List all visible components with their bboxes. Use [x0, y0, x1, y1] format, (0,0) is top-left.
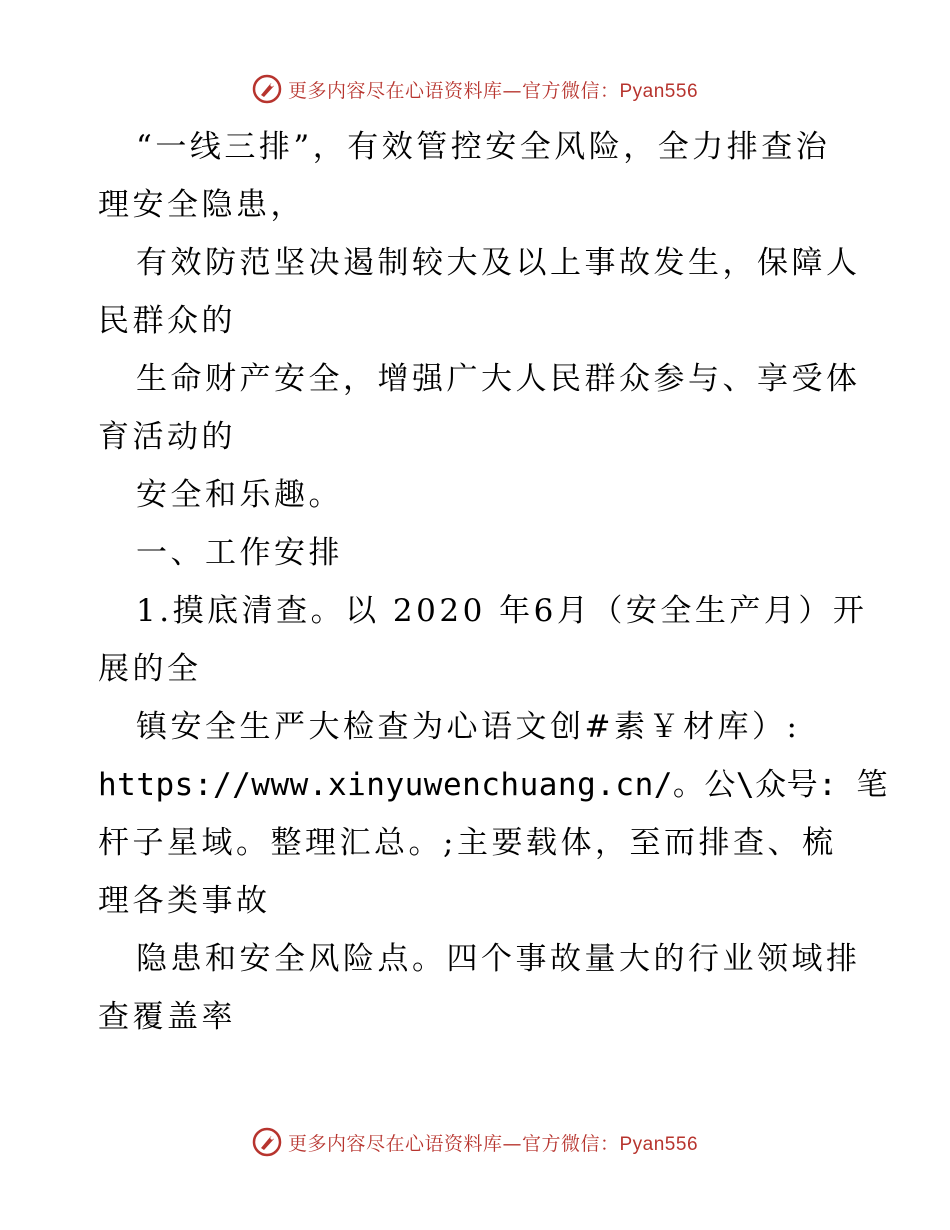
watermark-separator: —: [502, 79, 522, 102]
body-line: 查覆盖率: [98, 999, 236, 1035]
body-line: 隐患和安全风险点。四个事故量大的行业领域排: [136, 941, 861, 977]
body-line: 理安全隐患，: [98, 187, 305, 223]
watermark-label: 官方微信：: [521, 79, 620, 102]
document-body: [98, 118, 888, 1046]
watermark-brand: 更多内容尽在心语资料库: [287, 1132, 503, 1155]
watermark-label: 官方微信：: [521, 1132, 620, 1155]
body-line: 镇安全生严大检查为心语文创#素￥材库）:: [136, 709, 801, 745]
pen-nib-logo-icon: [252, 74, 282, 104]
body-line: 理各类事故: [98, 883, 271, 919]
body-line: “一线三排”，有效管控安全风险，全力排查治: [136, 129, 831, 165]
body-line: 民群众的: [98, 303, 236, 339]
body-line: 有效防范坚决遏制较大及以上事故发生，保障人: [136, 245, 861, 281]
watermark-account: Pyan556: [619, 1133, 699, 1155]
body-line: 安全和乐趣。: [136, 477, 343, 513]
body-line: 展的全: [98, 651, 202, 687]
watermark-separator: —: [502, 1132, 522, 1155]
watermark-account: Pyan556: [619, 80, 699, 102]
section-heading: 一、工作安排: [136, 535, 343, 571]
url-line: https://www.xinyuwenchuang.cn/。公\众号: 笔: [98, 767, 888, 803]
watermark-brand: 更多内容尽在心语资料库: [287, 79, 503, 102]
body-line: 生命财产安全，增强广大人民群众参与、享受体: [136, 361, 861, 397]
body-line: 1.摸底清查。以 2020 年6月（安全生产月）开: [136, 593, 868, 629]
body-line: 育活动的: [98, 419, 236, 455]
pen-nib-logo-icon: [252, 1127, 282, 1157]
watermark-header: [0, 74, 950, 104]
watermark-text: [288, 1129, 698, 1156]
body-line: 杆子星域。整理汇总。;主要载体，至而排查、梳: [98, 825, 837, 861]
watermark-text: [288, 76, 698, 103]
watermark-footer: [0, 1127, 950, 1157]
